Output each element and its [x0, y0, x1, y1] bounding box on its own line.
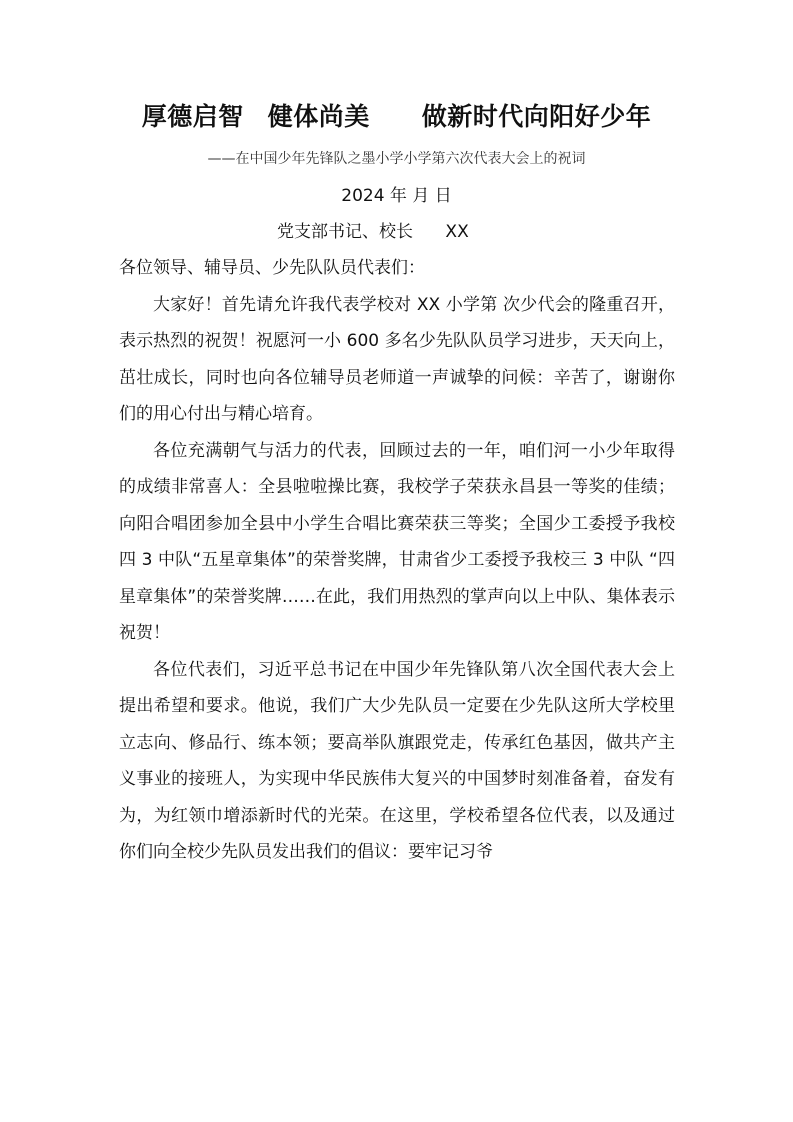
- title-part-2: 健体尚美: [267, 102, 370, 131]
- title-part-1: 厚德启智: [141, 102, 244, 131]
- document-body: [119, 250, 675, 871]
- document-author: 党支部书记、校长 XX: [277, 222, 469, 242]
- paragraph-1: 大家好！首先请允许我代表学校对 XX 小学第 次少代会的隆重召开，表示热烈的祝贺！祝愿河一小 600 多名少先队队员学习进步，天天向上，茁壮成长，同时也向各位辅导员老师道一声诚挚的问候：辛苦了，谢谢你们的用心付出与精心培育。: [119, 294, 675, 424]
- document-title: [0, 97, 793, 133]
- salutation: 各位领导、辅导员、少先队队员代表们：: [119, 258, 425, 278]
- document-subtitle: ——在中国少年先锋队之墨小学小学第六次代表大会上的祝词: [207, 151, 586, 167]
- title-part-3: 做新时代向阳好少年: [421, 102, 652, 131]
- document-date: 2024 年 月 日: [341, 186, 452, 206]
- paragraph-3: 各位代表们，习近平总书记在中国少年先锋队第八次全国代表大会上提出希望和要求。他说，我们广大少先队员一定要在少先队这所大学校里立志向、修品行、练本领；要高举队旗跟党走，传承红色基因，做共产主义事业的接班人，为实现中华民族伟大复兴的中国梦时刻准备着，奋发有为，为红领巾增添新时代的光荣。在这里，学校希望各位代表，以及通过你们向全校少先队员发出我们的倡议：要牢记习爷: [119, 659, 675, 862]
- paragraph-2: 各位充满朝气与活力的代表，回顾过去的一年，咱们河一小少年取得的成绩非常喜人：全县啦啦操比赛，我校学子荣获永昌县一等奖的佳绩；向阳合唱团参加全县中小学生合唱比赛荣获三等奖；全国少工委授予我校四 3 中队“五星章集体”的荣誉奖牌，甘肃省少工委授予我校三 3 中队 “四星章集体”的荣誉奖牌……在此，我们用热烈的掌声向以上中队、集体表示祝贺！: [119, 440, 675, 643]
